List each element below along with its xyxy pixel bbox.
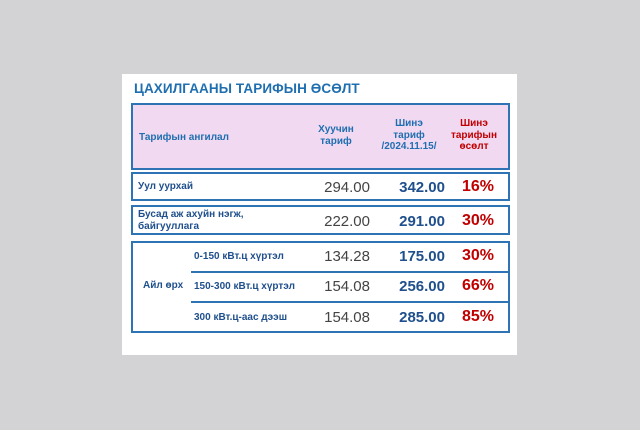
header-new-line1: Шинэ [395,118,423,129]
household-group-label: Айл өрх [143,280,184,291]
old-tariff-value: 294.00 [324,179,370,196]
header-new-tariff [374,118,444,153]
header-old-line1: Хуучин [318,124,354,135]
header-old-line2: тариф [320,135,352,147]
household-row-label: 300 кВт.ц-аас дээш [194,312,288,323]
table-row-mining [131,172,510,201]
header-category: Тарифын ангилал [139,132,229,143]
header-old-tariff [306,124,366,147]
header-new-line3: /2024.11.15/ [381,141,437,152]
row-label-line1: Бусад аж ахуйн нэгж, [138,209,244,220]
header-chg-line2: тарифын [450,129,498,141]
header-chg-line1: Шинэ [460,118,488,129]
table-header [131,103,510,170]
new-tariff-value: 285.00 [399,309,445,326]
tariff-change-value: 16% [461,178,494,195]
new-tariff-value: 175.00 [399,248,445,265]
new-tariff-value: 342.00 [399,179,445,196]
row-divider [191,301,508,303]
row-label [138,209,244,233]
tariff-change-value: 85% [461,308,494,325]
header-chg-line3: өсөлт [459,141,489,152]
household-row-label: 150-300 кВт.ц хүртэл [194,281,295,292]
tariff-change-value: 30% [461,247,494,264]
header-new-line2: тариф [393,129,425,141]
household-row-label: 0-150 кВт.ц хүртэл [194,251,284,262]
old-tariff-value: 134.28 [324,248,370,265]
old-tariff-value: 154.08 [324,309,370,326]
household-group [131,241,510,333]
new-tariff-value: 291.00 [399,213,445,230]
header-change [444,118,504,153]
row-label: Уул уурхай [138,181,194,192]
tariff-change-value: 66% [461,277,494,294]
old-tariff-value: 154.08 [324,278,370,295]
row-label-line2: байгууллага [138,221,200,232]
tariff-change-value: 30% [461,212,494,229]
tariff-table-card [122,74,517,355]
table-title: ЦАХИЛГААНЫ ТАРИФЫН ӨСӨЛТ [134,81,360,96]
row-divider [191,271,508,273]
table-row-other-business [131,205,510,235]
new-tariff-value: 256.00 [399,278,445,295]
old-tariff-value: 222.00 [324,213,370,230]
